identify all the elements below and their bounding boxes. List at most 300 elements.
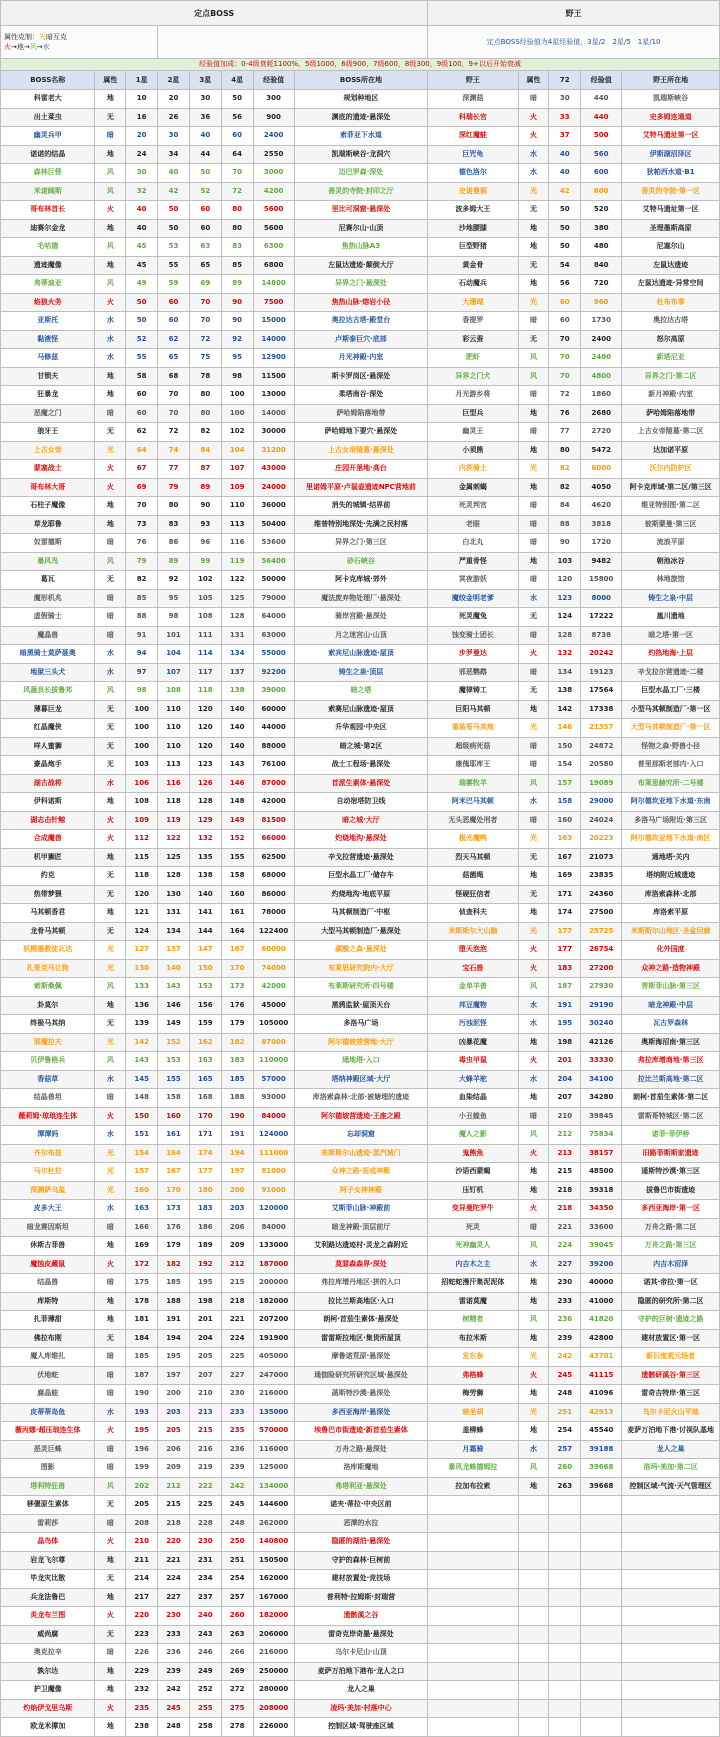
boss-location: 左鼠达遗迹·颠倒大厅 [294, 256, 428, 275]
star2-level: 79 [158, 478, 190, 497]
field-king-attribute: 火 [518, 108, 549, 127]
field-king-attribute: 无 [518, 330, 549, 349]
star3-level: 30 [189, 90, 221, 109]
star4-level: 143 [221, 756, 253, 775]
field-king-location: 暗之塔·第一区 [622, 626, 720, 645]
boss-location: 遗骸溪之谷 [294, 1607, 428, 1626]
col-field-attribute: 属性 [518, 71, 549, 90]
boss-attribute: 地 [95, 1311, 126, 1330]
table-row [1, 1588, 720, 1607]
field-king-exp: 41115 [581, 1366, 622, 1385]
star1-level: 98 [126, 682, 158, 701]
star4-level: 218 [221, 1292, 253, 1311]
field-king-location: 雷斯哥特城区·第二区 [622, 1107, 720, 1126]
field-king-level: 157 [549, 774, 581, 793]
field-king-name: 异界之门犬 [428, 367, 518, 386]
boss-location: 战士工程场·悬深处 [294, 756, 428, 775]
star4-level: 197 [221, 1163, 253, 1182]
boss-name: 魔人库维扎 [1, 1348, 95, 1367]
field-king-level: 254 [549, 1422, 581, 1441]
table-row [1, 1496, 720, 1515]
boss-attribute: 暗 [95, 1089, 126, 1108]
field-king-name: 魔人之影 [428, 1126, 518, 1145]
star1-level: 133 [126, 978, 158, 997]
field-king-name [428, 1570, 518, 1589]
boss-exp: 81500 [253, 811, 294, 830]
field-king-name: 月光游乡将 [428, 386, 518, 405]
boss-location: 菡斯特沙漠·悬深处 [294, 1385, 428, 1404]
star3-level: 50 [189, 164, 221, 183]
field-king-level: 191 [549, 996, 581, 1015]
table-row [1, 275, 720, 294]
table-row [1, 1625, 720, 1644]
field-king-level: 177 [549, 941, 581, 960]
star3-level: 111 [189, 626, 221, 645]
field-king-attribute: 水 [518, 589, 549, 608]
boss-name: 葛瓦 [1, 571, 95, 590]
field-king-exp: 4800 [581, 367, 622, 386]
field-king-location [622, 1718, 720, 1737]
boss-attribute: 风 [95, 164, 126, 183]
field-king-exp: 840 [581, 256, 622, 275]
star3-level: 170 [189, 1107, 221, 1126]
field-king-exp: 27200 [581, 959, 622, 978]
boss-name: 魔蚀皮藏鼠 [1, 1255, 95, 1274]
boss-attribute: 无 [95, 1496, 126, 1515]
boss-name: 上古女帝 [1, 441, 95, 460]
star2-level: 173 [158, 1200, 190, 1219]
star1-level: 220 [126, 1607, 158, 1626]
table-row [1, 1163, 720, 1182]
field-king-level: 77 [549, 423, 581, 442]
star1-level: 217 [126, 1588, 158, 1607]
boss-exp: 105000 [253, 1015, 294, 1034]
boss-attribute: 地 [95, 1551, 126, 1570]
star2-level: 233 [158, 1625, 190, 1644]
boss-attribute: 地 [95, 1662, 126, 1681]
field-king-name: 石动魔兵 [428, 275, 518, 294]
boss-attribute: 地 [95, 367, 126, 386]
fixed-boss-title: 定点BOSS [1, 1, 428, 26]
field-king-exp: 39668 [581, 1477, 622, 1496]
field-king-name: 老眼 [428, 515, 518, 534]
star4-level: 80 [221, 201, 253, 220]
field-king-exp [581, 1514, 622, 1533]
field-king-attribute [518, 1681, 549, 1700]
star2-level: 68 [158, 367, 190, 386]
star3-level: 150 [189, 959, 221, 978]
boss-exp: 206000 [253, 1625, 294, 1644]
boss-location: 守护的森林·巨树前 [294, 1551, 428, 1570]
boss-exp: 3000 [253, 164, 294, 183]
star4-level: 92 [221, 330, 253, 349]
field-king-exp: 20242 [581, 645, 622, 664]
star4-level: 194 [221, 1144, 253, 1163]
field-king-location: 朝池冰谷 [622, 552, 720, 571]
boss-exp: 250000 [253, 1662, 294, 1681]
field-king-location: 龙人之巢 [622, 1440, 720, 1459]
boss-attribute: 火 [95, 293, 126, 312]
field-king-exp [581, 1551, 622, 1570]
star3-level: 168 [189, 1089, 221, 1108]
table-row [1, 756, 720, 775]
field-king-location: 凯瑞斯峡谷 [622, 90, 720, 109]
field-king-name: 内吉木之主 [428, 1255, 518, 1274]
star4-level: 227 [221, 1366, 253, 1385]
boss-exp: 84000 [253, 1107, 294, 1126]
star4-level: 140 [221, 737, 253, 756]
field-king-exp: 2400 [581, 349, 622, 368]
boss-name: 石柱子魔像 [1, 497, 95, 516]
field-king-level: 227 [549, 1255, 581, 1274]
table-row [1, 1200, 720, 1219]
field-king-name: 彩云蚕 [428, 330, 518, 349]
field-king-level: 80 [549, 441, 581, 460]
boss-attribute: 无 [95, 423, 126, 442]
star1-level: 70 [126, 497, 158, 516]
field-king-location: 阿尔德坎亚地下水道·南区 [622, 830, 720, 849]
star2-level: 134 [158, 922, 190, 941]
star1-level: 108 [126, 793, 158, 812]
star3-level: 96 [189, 534, 221, 553]
table-row [1, 1292, 720, 1311]
field-king-attribute: 暗 [518, 386, 549, 405]
field-king-location: 雷奇吉特岸·第三区 [622, 1385, 720, 1404]
star2-level: 149 [158, 1015, 190, 1034]
table-row [1, 1551, 720, 1570]
star3-level: 240 [189, 1607, 221, 1626]
field-king-name: 宝石兽 [428, 959, 518, 978]
boss-name: 欧龙米撑加 [1, 1718, 95, 1737]
star2-level: 70 [158, 404, 190, 423]
star1-level: 166 [126, 1218, 158, 1237]
boss-attribute: 水 [95, 1403, 126, 1422]
boss-exp: 44000 [253, 719, 294, 738]
boss-attribute: 火 [95, 478, 126, 497]
field-king-level: 54 [549, 256, 581, 275]
field-king-location: 阿尔德坎亚地下水道·东南 [622, 793, 720, 812]
star3-level: 87 [189, 460, 221, 479]
field-king-level: 123 [549, 589, 581, 608]
boss-location: 建材放置处·竞技场 [294, 1570, 428, 1589]
field-king-location [622, 1570, 720, 1589]
star3-level: 156 [189, 996, 221, 1015]
boss-location: 月之迷宫山·山顶 [294, 626, 428, 645]
field-king-exp: 440 [581, 108, 622, 127]
field-king-exp: 48500 [581, 1163, 622, 1182]
field-king-name: 死灵 [428, 1218, 518, 1237]
star1-level: 45 [126, 238, 158, 257]
table-row [1, 1662, 720, 1681]
star2-level: 195 [158, 1348, 190, 1367]
boss-name: 马修兹 [1, 349, 95, 368]
star1-level: 226 [126, 1644, 158, 1663]
field-king-level: 72 [549, 386, 581, 405]
boss-exp: 2400 [253, 127, 294, 146]
boss-name: 扎哥克马让狗 [1, 959, 95, 978]
boss-name: 黏液怪 [1, 330, 95, 349]
boss-name: 暗龙赛因斯坦 [1, 1218, 95, 1237]
boss-name: 皮多大王 [1, 1200, 95, 1219]
star4-level: 116 [221, 534, 253, 553]
star1-level: 118 [126, 867, 158, 886]
star2-level: 205 [158, 1422, 190, 1441]
boss-name: 米诺阔斯 [1, 182, 95, 201]
star4-level: 224 [221, 1329, 253, 1348]
field-king-level: 142 [549, 700, 581, 719]
field-king-location: 麦萨万泊地下港·讨视队基地 [622, 1422, 720, 1441]
field-king-attribute: 地 [518, 1329, 549, 1348]
boss-attribute: 暗 [95, 1366, 126, 1385]
boss-attribute: 地 [95, 256, 126, 275]
star3-level: 114 [189, 645, 221, 664]
table-row [1, 1385, 720, 1404]
field-king-exp: 41000 [581, 1292, 622, 1311]
star3-level: 90 [189, 497, 221, 516]
boss-attribute: 光 [95, 1144, 126, 1163]
field-king-name: 小丑蝗鱼 [428, 1107, 518, 1126]
field-king-level: 187 [549, 978, 581, 997]
boss-exp: 74000 [253, 959, 294, 978]
boss-location: 尼赛尔山·山顶 [294, 219, 428, 238]
star4-level: 113 [221, 515, 253, 534]
star1-level: 208 [126, 1514, 158, 1533]
field-king-location: 伊斯湖沼泽区 [622, 145, 720, 164]
boss-exp: 111000 [253, 1144, 294, 1163]
star3-level: 138 [189, 867, 221, 886]
field-king-name [428, 1607, 518, 1626]
boss-location: 阿尔德坡营遗迹·王座之殿 [294, 1107, 428, 1126]
field-king-level: 195 [549, 1015, 581, 1034]
field-king-exp: 600 [581, 182, 622, 201]
star1-level: 91 [126, 626, 158, 645]
boss-location: 布莱斯研究所·四号楼 [294, 978, 428, 997]
boss-location: 维普特别地深处·先满之民村落 [294, 515, 428, 534]
table-row [1, 478, 720, 497]
field-king-attribute: 水 [518, 164, 549, 183]
star4-level: 104 [221, 441, 253, 460]
star3-level: 118 [189, 682, 221, 701]
table-row [1, 1274, 720, 1293]
star3-level: 44 [189, 145, 221, 164]
field-king-location: 大型马其顿制造厂·第一区 [622, 719, 720, 738]
boss-attribute: 无 [95, 108, 126, 127]
star2-level: 53 [158, 238, 190, 257]
boss-name: 腐晶蛙 [1, 1385, 95, 1404]
boss-exp: 14000 [253, 330, 294, 349]
star4-level: 146 [221, 774, 253, 793]
field-king-exp: 17338 [581, 700, 622, 719]
star4-level: 233 [221, 1403, 253, 1422]
boss-location: 暗之城·大厅 [294, 811, 428, 830]
field-king-location: 尼塞尔山 [622, 238, 720, 257]
field-king-level: 50 [549, 201, 581, 220]
boss-location: 多洛马广场 [294, 1015, 428, 1034]
boss-location: 索宾尼山脉遗迹·屋顶 [294, 645, 428, 664]
field-king-level [549, 1607, 581, 1626]
star4-level: 203 [221, 1200, 253, 1219]
field-king-location: 异界之门·第二区 [622, 367, 720, 386]
table-row [1, 1644, 720, 1663]
star2-level: 108 [158, 682, 190, 701]
star1-level: 205 [126, 1496, 158, 1515]
boss-attribute: 无 [95, 571, 126, 590]
field-king-name: 巨型兵 [428, 404, 518, 423]
boss-exp: 50400 [253, 515, 294, 534]
field-king-name: 压钉机 [428, 1181, 518, 1200]
star4-level: 60 [221, 127, 253, 146]
boss-location: 塔纳神殿区域·大厅 [294, 1070, 428, 1089]
table-row [1, 774, 720, 793]
boss-name: 焰狼火务 [1, 293, 95, 312]
star1-level: 106 [126, 774, 158, 793]
star3-level: 231 [189, 1551, 221, 1570]
boss-attribute: 暗 [95, 1644, 126, 1663]
field-king-attribute: 光 [518, 922, 549, 941]
field-king-exp: 2720 [581, 423, 622, 442]
table-row [1, 1699, 720, 1718]
field-king-attribute: 无 [518, 201, 549, 220]
table-row [1, 201, 720, 220]
boss-exp: 140800 [253, 1533, 294, 1552]
field-king-attribute: 地 [518, 275, 549, 294]
table-row [1, 830, 720, 849]
field-king-name: 史诺曼洞 [428, 182, 518, 201]
field-king-exp: 380 [581, 219, 622, 238]
boss-name: 护卫魔像 [1, 1681, 95, 1700]
field-king-level: 60 [549, 293, 581, 312]
field-king-level [549, 1588, 581, 1607]
star4-level: 173 [221, 978, 253, 997]
field-king-location: 建材放置区·第一区 [622, 1329, 720, 1348]
star4-level: 248 [221, 1514, 253, 1533]
field-king-level: 82 [549, 478, 581, 497]
field-king-name: 内茨骑士 [428, 460, 518, 479]
table-row [1, 848, 720, 867]
field-king-exp: 39200 [581, 1255, 622, 1274]
boss-location: 斯卡罗岗区·悬深处 [294, 367, 428, 386]
table-row [1, 793, 720, 812]
star3-level: 129 [189, 811, 221, 830]
boss-location: 诺夹·蒂拉·中央区前 [294, 1496, 428, 1515]
star4-level: 239 [221, 1459, 253, 1478]
boss-exp: 30000 [253, 423, 294, 442]
table-row [1, 182, 720, 201]
col-attribute: 属性 [95, 71, 126, 90]
boss-name: 马其顿香君 [1, 904, 95, 923]
star2-level: 212 [158, 1477, 190, 1496]
field-king-exp: 1720 [581, 534, 622, 553]
exp-bonus-note: 经验值加成：0-4级衰耗1100%，5级1000，6级900，7级600，8级300，9级100，9+以后开始衰减 [1, 59, 720, 71]
boss-attribute: 地 [95, 386, 126, 405]
star2-level: 137 [158, 941, 190, 960]
boss-location: 骑岸宫殿·悬深处 [294, 608, 428, 627]
field-king-location: 杜布布事 [622, 293, 720, 312]
field-king-level: 124 [549, 608, 581, 627]
field-king-exp: 29000 [581, 793, 622, 812]
field-king-attribute: 无 [518, 682, 549, 701]
star3-level: 140 [189, 885, 221, 904]
field-king-level: 213 [549, 1144, 581, 1163]
boss-exp: 39000 [253, 682, 294, 701]
star3-level: 180 [189, 1181, 221, 1200]
table-row [1, 552, 720, 571]
field-king-exp: 21073 [581, 848, 622, 867]
boss-exp: 91000 [253, 1181, 294, 1200]
star4-level: 56 [221, 108, 253, 127]
field-king-level: 84 [549, 497, 581, 516]
field-king-attribute: 暗 [518, 497, 549, 516]
boss-location: 灼烧地沟·悬深处 [294, 830, 428, 849]
boss-exp: 84000 [253, 1218, 294, 1237]
field-king-exp [581, 1662, 622, 1681]
field-king-name: 凶暴花魔 [428, 1033, 518, 1052]
boss-exp: 134000 [253, 1477, 294, 1496]
field-king-attribute: 暗 [518, 515, 549, 534]
star3-level: 255 [189, 1699, 221, 1718]
boss-attribute: 暗 [95, 1440, 126, 1459]
field-king-level: 174 [549, 904, 581, 923]
field-king-exp: 38157 [581, 1144, 622, 1163]
field-king-name: 冥夜游妖 [428, 571, 518, 590]
boss-exp: 300 [253, 90, 294, 109]
field-king-level: 60 [549, 312, 581, 331]
field-king-name: 变异曼陀罗牛 [428, 1200, 518, 1219]
star3-level: 128 [189, 793, 221, 812]
star1-level: 150 [126, 1107, 158, 1126]
field-king-level: 132 [549, 645, 581, 664]
field-king-exp: 440 [581, 90, 622, 109]
table-row [1, 1107, 720, 1126]
boss-location: 魔法废弃物处理厂·悬深处 [294, 589, 428, 608]
star3-level: 252 [189, 1681, 221, 1700]
field-king-level: 76 [549, 404, 581, 423]
table-row [1, 1570, 720, 1589]
field-king-location: 布莱思赫究所·二号楼 [622, 774, 720, 793]
table-row [1, 608, 720, 627]
star4-level: 242 [221, 1477, 253, 1496]
star1-level: 190 [126, 1385, 158, 1404]
field-king-level [549, 1533, 581, 1552]
star1-level: 94 [126, 645, 158, 664]
star3-level: 105 [189, 589, 221, 608]
boss-attribute: 无 [95, 756, 126, 775]
boss-location: 艾斯菲山脉·神殿前 [294, 1200, 428, 1219]
field-king-exp: 17222 [581, 608, 622, 627]
field-king-location: 灼热地海·上层 [622, 645, 720, 664]
field-king-level: 198 [549, 1033, 581, 1052]
star2-level: 197 [158, 1366, 190, 1385]
field-king-name: 盖柳蜂 [428, 1422, 518, 1441]
field-king-name: 阿米巴马其顿 [428, 793, 518, 812]
field-king-exp: 8000 [581, 589, 622, 608]
boss-name: 哥布林首长 [1, 201, 95, 220]
star2-level: 221 [158, 1551, 190, 1570]
table-row [1, 497, 720, 516]
star2-level: 26 [158, 108, 190, 127]
star3-level: 219 [189, 1459, 221, 1478]
boss-location: 麦萨万泊地下港布·龙人之口 [294, 1662, 428, 1681]
star4-level: 185 [221, 1070, 253, 1089]
boss-exp: 226000 [253, 1718, 294, 1737]
boss-attribute: 无 [95, 1570, 126, 1589]
boss-attribute: 风 [95, 238, 126, 257]
field-king-name: 瑞雾牧羊 [428, 774, 518, 793]
field-king-name: 沙地腰膝 [428, 219, 518, 238]
boss-name: 扎菲薄甜 [1, 1311, 95, 1330]
table-row [1, 1015, 720, 1034]
star4-level: 221 [221, 1311, 253, 1330]
